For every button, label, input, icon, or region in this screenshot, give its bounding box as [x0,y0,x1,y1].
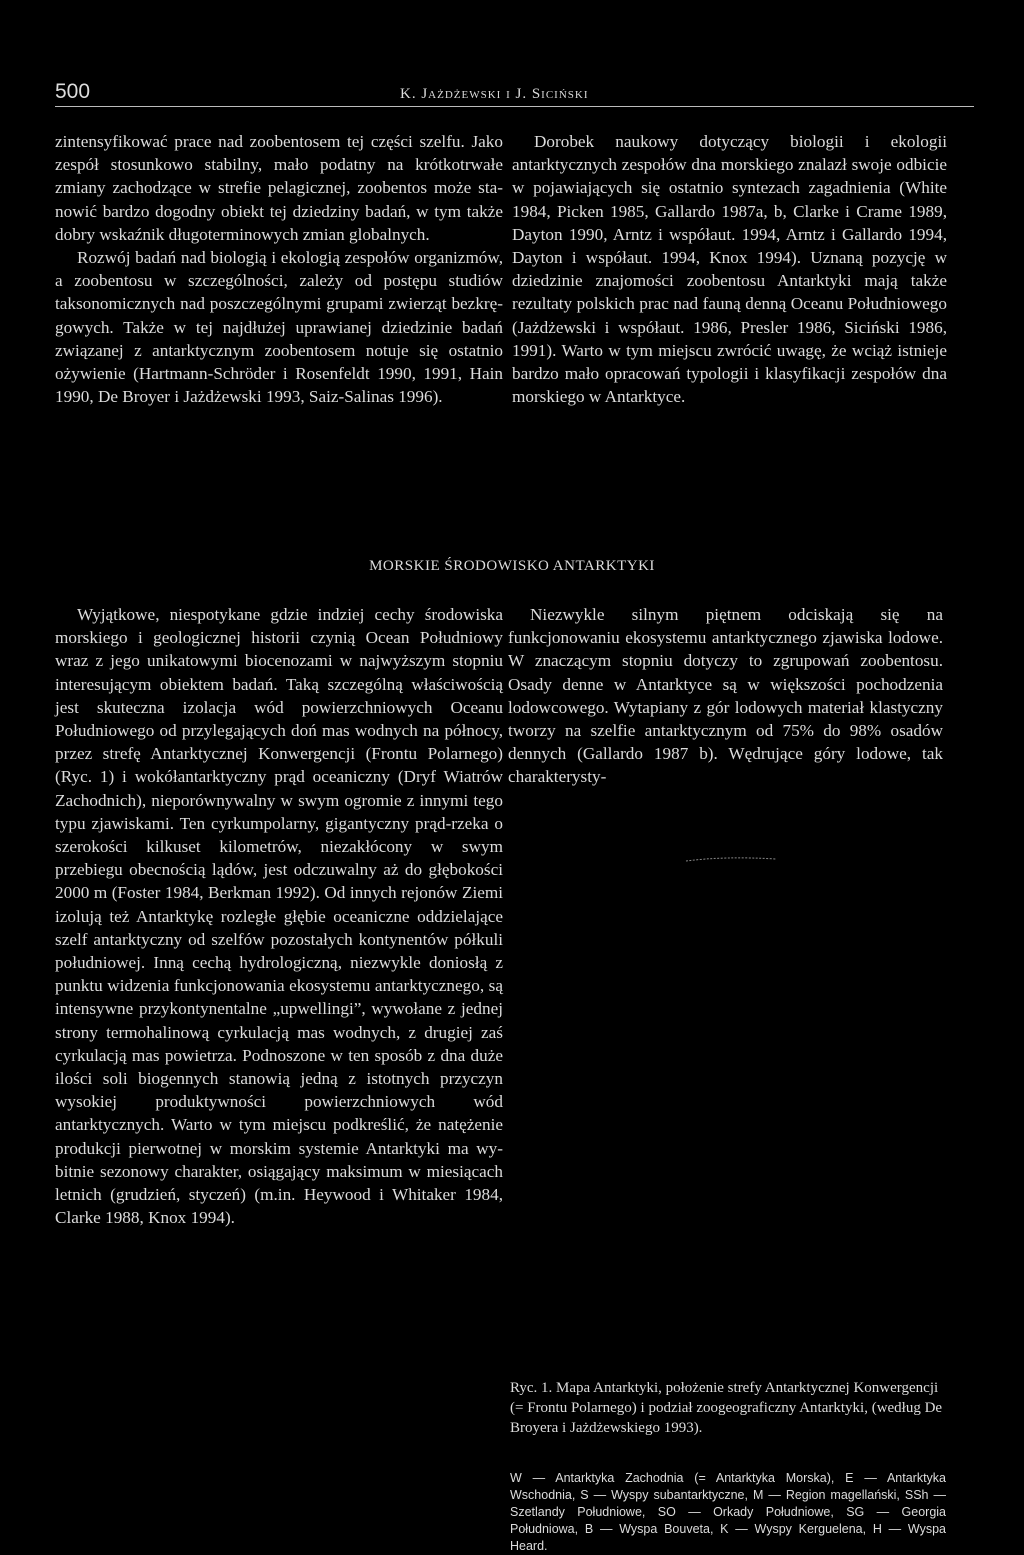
caption-text: Ryc. 1. Mapa Antarktyki, położenie strefy Antarktycznej Konwergencji (= Frontu Polarnego) i podział zoogeograficzny Antarktyki, (według De Broyera i Jażdżewskiego 1993). [510,1380,943,1436]
figure-map [512,826,944,1366]
paragraph: Wyjątkowe, niespotykane gdzie indziej cechy środowiska morskiego i geologicznej historii czynią Ocean Południowy wraz z jego unikatowymi biocenozami w najwyższym stopniu interesującym obiektem badań. Taką szczególną właściwością jest skuteczna izolacja wód powierzchniowych Oceanu Południowego od przylegających doń mas wodnych na północy, przez strefę Antarktycznej Konwergencji (Frontu Polarnego) (Ryc. 1) i wokółantarktyczny prąd oceaniczny (Dryf Wiatrów Zachodnich), nieporównywalny w swym ogromie z innymi tego typu zjawiskami. Ten cyrkumpolarny, gigantyczny prąd-rzeka o szerokości kilkuset kilometrów, niezakłócony w swym przebiegu obecnością lądów, jest odczuwalny aż do głębokości 2000 m (Foster 1984, Berkman 1992). Od innych rejonów Ziemi izolują też Antarktykę rozległe głębie oceaniczne oddzielające szelf antarktyczny od szelfów pozostałych kontynentów półkuli południowej. Inną cechą hydrologiczną, niezwykle doniosłą z punktu widzenia funkcjonowania ekosystemu antarktycznego, są intensywne przykontynentalne „upwellingi”, wywołane z jednej strony termohalinową cyrkulacją mas wodnych, z drugiej zaś cyrkulacją mas powietrza. Podnoszone w ten sposób z dna duże ilości soli biogennych stanowią jedną z istotnych przyczyn wysokiej produktywności powierzchniowych wód antarktycznych. Warto w tym miejscu podkreślić, że natężenie produkcji pierwotnej w morskim systemie Antarktyki ma wybitnie sezonowy charakter, osiągający maksimum w miesiącach letnich (grudzień, styczeń) (m.in. Heywood i Whitaker 1984, Clarke 1988, Knox 1994). [55,605,503,1228]
top-right-column [512,130,947,408]
bottom-right-column [508,603,943,789]
section-heading: MORSKIE ŚRODOWISKO ANTARKTYKI [369,558,655,574]
paragraph: Niezwykle silnym piętnem odciskają się na funkcjonowaniu ekosystemu antarktycznego zjawiska lodowe. W znaczącym stopniu dotyczy to zgrupowań zoobentosu. Osady denne w Antarktyce są w większości pochodzenia lodowcowego. Wytapiany z gór lodowych materiał klastyczny tworzy na szelfie antarktycznym od 75% do 98% osadów dennych (Gallardo 1987 b). Wędrujące góry lodowe, tak charakterysty- [508,605,943,787]
page-number: 500 [55,80,91,103]
paragraph: Rozwój badań nad biologią i ekologią zespołów organizmów, a zoobentosu w szczególności, zależy od postępu studiów taksonomicznych nad poszczególnymi grupami zwierząt bezkręgowych. Także w tej najdłużej uprawianej dziedzinie badań związanej z antarktycznym zoobentosem notuje się ostatnio ożywienie (Hartmann-Schröder i Rosenfeldt 1990, 1991, Hain 1990, De Broyer i Jażdżewski 1993, Saiz-Salinas 1996). [55,248,503,407]
bottom-left-column [55,603,503,1229]
map-fragment [684,856,784,862]
paragraph: zintensyfikować prace nad zoobentosem tej części szelfu. Jako zespół stosunkowo stabilny, mało podatny na krótkotrwałe zmiany zachodzące w strefie pelagicznej, zoobentos może stanowić bardzo dogodny obiekt tej dziedziny badań, w tym także dobry wskaźnik długoterminowych zmian globalnych. [55,132,503,244]
top-left-column [55,130,503,408]
figure-caption [510,1378,946,1438]
running-head: K. Jażdżewski i J. Siciński [400,86,589,102]
paragraph: Dorobek naukowy dotyczący biologii i ekologii antarktycznych zespołów dna morskiego znalazł swoje odbicie w pojawiających się ostatnio syntezach zagadnienia (White 1984, Picken 1985, Gallardo 1987a, b, Clarke i Crame 1989, Dayton 1990, Arntz i współaut. 1994, Arntz i Gallardo 1994, Dayton i współaut. 1994, Knox 1994). Uznaną pozycję w dziedzinie znajomości zoobentosu Antarktyki mają także rezultaty polskich prac nad fauną denną Oceanu Południowego (Jażdżewski i współaut. 1986, Presler 1986, Siciński 1986, 1991). Warto w tym miejscu zwrócić uwagę, że wciąż istnieje bardzo mało opracowań typologii i klasyfikacji zespołów dna morskiego w Antarktyce. [512,132,947,407]
header-rule [55,106,974,107]
figure-legend: W — Antarktyka Zachodnia (= Antarktyka Morska), E — Antarktyka Wschodnia, S — Wyspy subantarktyczne, M — Region magellański, SSh — Szetlandy Południowe, SO — Orkady Południowe, SG — Georgia Południowa, B — Wyspa Bouveta, K — Wyspy Kerguelena, H — Wyspa Heard. [510,1471,946,1553]
